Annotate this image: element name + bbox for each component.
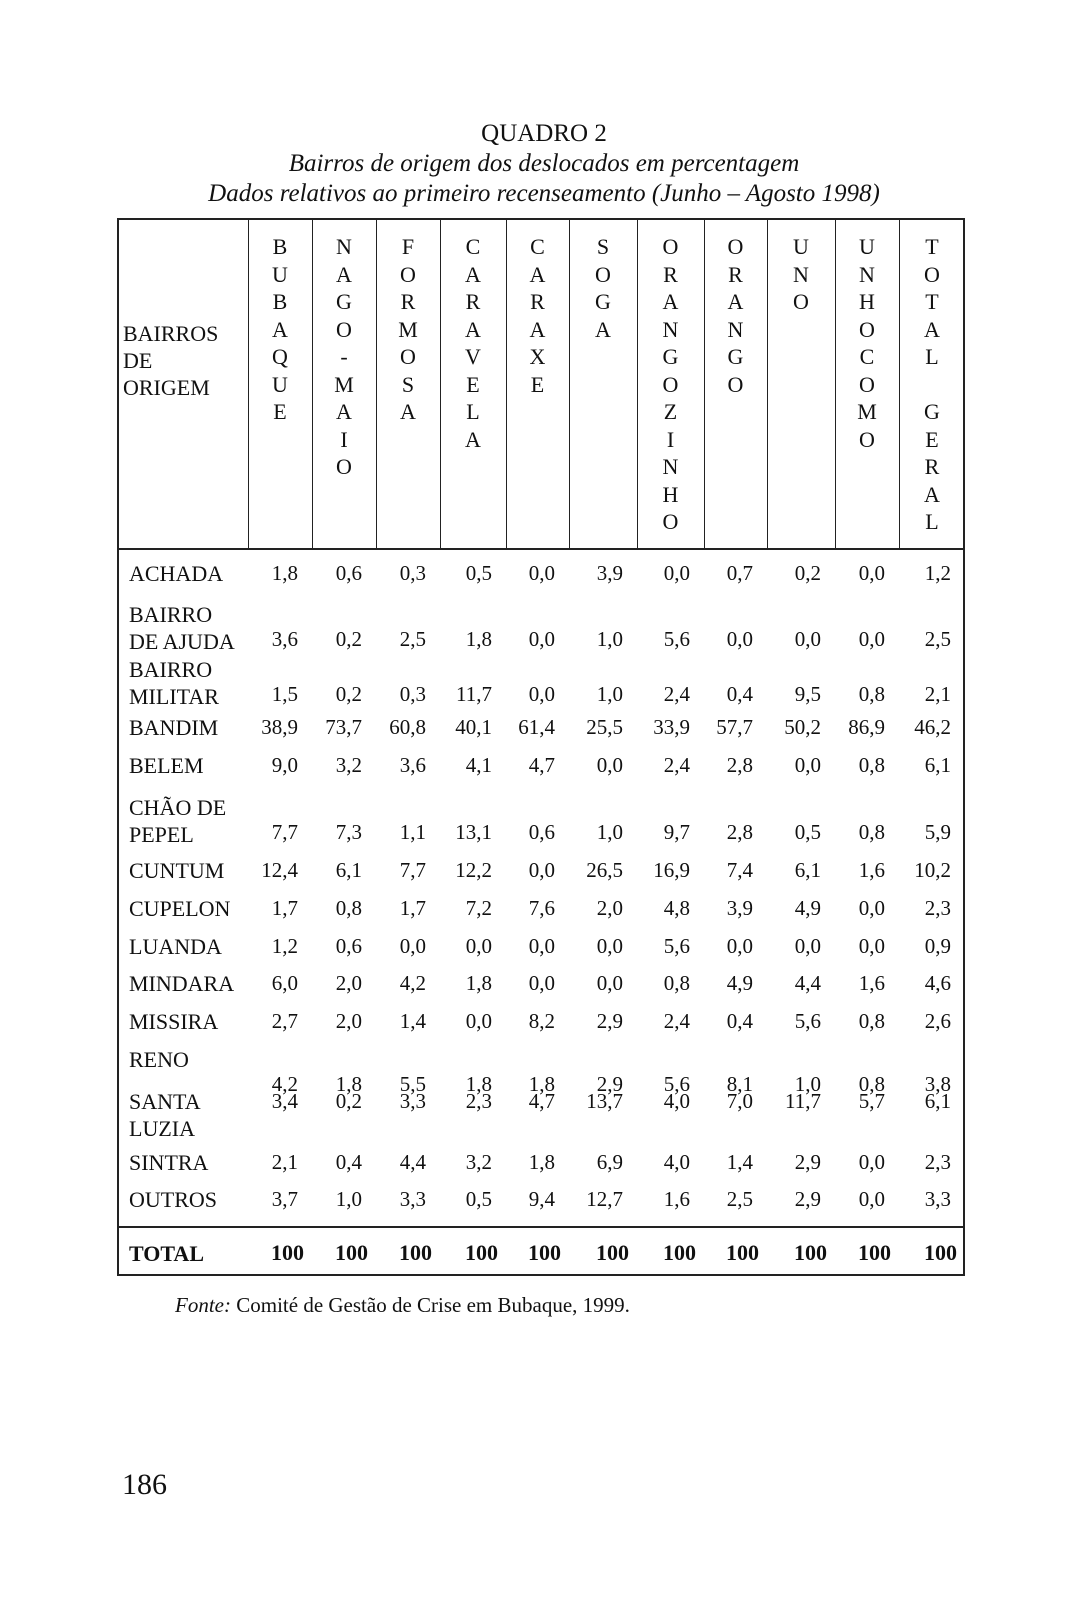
column-header: F O R M O S A (398, 234, 418, 424)
table-cell: 0,8 (858, 1072, 885, 1096)
table-cell: 0,4 (335, 1150, 362, 1174)
table-cell: 0,6 (335, 934, 362, 958)
total-cell: 100 (528, 1240, 561, 1265)
column-divider (248, 220, 249, 548)
table-cell: 1,6 (858, 858, 885, 882)
column-divider (704, 220, 705, 548)
column-header: C A R A V E L A (465, 234, 481, 452)
table-cell: 12,4 (261, 858, 298, 882)
table-cell: 2,8 (726, 820, 753, 844)
table-cell: 0,2 (335, 1089, 362, 1113)
table-cell: 4,2 (271, 1072, 298, 1096)
table-cell: 5,5 (399, 1072, 426, 1096)
table-cell: 11,7 (785, 1089, 821, 1113)
row-label: MINDARA (129, 971, 235, 996)
table-cell: 7,6 (528, 896, 555, 920)
table-cell: 2,5 (924, 627, 951, 651)
table-cell: 4,9 (726, 971, 753, 995)
table-cell: 7,7 (399, 858, 426, 882)
table-cell: 1,8 (528, 1072, 555, 1096)
row-label: SINTRA (129, 1150, 209, 1175)
table-cell: 4,0 (663, 1089, 690, 1113)
table-subtitle-2: Dados relativos ao primeiro recenseamento (Junho – Agosto 1998) (208, 180, 880, 207)
table-cell: 2,9 (794, 1150, 821, 1174)
table-cell: 2,4 (663, 753, 690, 777)
table-cell: 2,3 (465, 1089, 492, 1113)
table-cell: 50,2 (784, 715, 821, 739)
column-divider (376, 220, 377, 548)
table-cell: 0,6 (335, 561, 362, 585)
table-cell: 57,7 (716, 715, 753, 739)
header-divider (119, 548, 963, 550)
table-cell: 3,2 (335, 753, 362, 777)
row-label: RENO (129, 1047, 189, 1072)
table-cell: 40,1 (455, 715, 492, 739)
table-cell: 1,8 (465, 971, 492, 995)
table-cell: 0,8 (858, 1009, 885, 1033)
table-cell: 0,0 (399, 934, 426, 958)
table-cell: 0,0 (794, 627, 821, 651)
table-cell: 3,2 (465, 1150, 492, 1174)
table-cell: 3,3 (399, 1187, 426, 1211)
table-cell: 1,0 (596, 627, 623, 651)
table-cell: 7,4 (726, 858, 753, 882)
table-cell: 9,7 (663, 820, 690, 844)
table-cell: 2,1 (924, 682, 951, 706)
table-cell: 4,9 (794, 896, 821, 920)
source-text: Comité de Gestão de Crise em Bubaque, 1999. (230, 1293, 630, 1317)
table-cell: 26,5 (586, 858, 623, 882)
column-header: C A R A X E (529, 234, 546, 397)
total-cell: 100 (858, 1240, 891, 1265)
table-cell: 0,3 (399, 561, 426, 585)
table-cell: 3,7 (271, 1187, 298, 1211)
source-note (175, 1293, 630, 1318)
table-cell: 3,9 (596, 561, 623, 585)
table-cell: 0,9 (924, 934, 951, 958)
table-cell: 1,8 (271, 561, 298, 585)
table-cell: 0,0 (858, 561, 885, 585)
table-cell: 7,2 (465, 896, 492, 920)
table-cell: 12,2 (455, 858, 492, 882)
table-cell: 0,3 (399, 682, 426, 706)
table-cell: 5,6 (663, 934, 690, 958)
row-label: CHÃO DE PEPEL (129, 795, 227, 847)
table-cell: 1,0 (335, 1187, 362, 1211)
column-header: U N H O C O M O (857, 234, 877, 452)
table-cell: 86,9 (848, 715, 885, 739)
table-cell: 4,7 (528, 1089, 555, 1113)
column-header: S O G A (595, 234, 611, 342)
table-subtitle-1: Bairros de origem dos deslocados em percentagem (288, 150, 800, 177)
table-cell: 0,0 (794, 934, 821, 958)
table-cell: 0,6 (528, 820, 555, 844)
table-cell: 6,1 (924, 1089, 951, 1113)
table-cell: 0,5 (465, 561, 492, 585)
table-cell: 1,1 (399, 820, 426, 844)
table-cell: 8,2 (528, 1009, 555, 1033)
column-header: B U B A Q U E (272, 234, 288, 424)
column-header: O R A N G O (727, 234, 744, 397)
table-cell: 2,4 (663, 682, 690, 706)
table-cell: 4,1 (465, 753, 492, 777)
table-cell: 1,5 (271, 682, 298, 706)
table-cell: 0,0 (528, 934, 555, 958)
table-cell: 0,4 (726, 1009, 753, 1033)
table-cell: 0,0 (528, 682, 555, 706)
table-cell: 3,3 (399, 1089, 426, 1113)
row-label: BAIRRO MILITAR (129, 657, 219, 709)
table-cell: 3,6 (399, 753, 426, 777)
table-cell: 0,0 (794, 753, 821, 777)
table-cell: 0,0 (663, 561, 690, 585)
table-cell: 0,0 (528, 858, 555, 882)
table-cell: 2,7 (271, 1009, 298, 1033)
table-cell: 46,2 (914, 715, 951, 739)
table-cell: 1,8 (335, 1072, 362, 1096)
table-cell: 11,7 (456, 682, 492, 706)
table-cell: 1,2 (271, 934, 298, 958)
table-cell: 3,8 (924, 1072, 951, 1096)
table-cell: 1,8 (465, 1072, 492, 1096)
page-number: 186 (122, 1468, 167, 1501)
table-cell: 73,7 (325, 715, 362, 739)
column-header: T O T A L G E R A L (924, 234, 940, 534)
table-cell: 4,2 (399, 971, 426, 995)
table-cell: 1,8 (528, 1150, 555, 1174)
table-cell: 12,7 (586, 1187, 623, 1211)
table-cell: 2,9 (596, 1009, 623, 1033)
row-label: BANDIM (129, 715, 219, 740)
table-cell: 1,7 (399, 896, 426, 920)
table-cell: 2,0 (335, 1009, 362, 1033)
table-cell: 1,0 (596, 682, 623, 706)
table-cell: 9,5 (794, 682, 821, 706)
table-cell: 6,9 (596, 1150, 623, 1174)
row-label: ACHADA (129, 561, 224, 586)
data-table (117, 218, 965, 1276)
table-cell: 4,4 (399, 1150, 426, 1174)
table-cell: 2,4 (663, 1009, 690, 1033)
table-cell: 0,8 (858, 682, 885, 706)
table-cell: 1,6 (858, 971, 885, 995)
table-cell: 1,4 (726, 1150, 753, 1174)
table-cell: 38,9 (261, 715, 298, 739)
table-cell: 1,8 (465, 627, 492, 651)
table-cell: 5,6 (794, 1009, 821, 1033)
table-title: QUADRO 2 (481, 120, 607, 147)
table-cell: 2,3 (924, 896, 951, 920)
row-label: MISSIRA (129, 1009, 219, 1034)
table-cell: 0,0 (858, 896, 885, 920)
column-divider (569, 220, 570, 548)
table-cell: 4,8 (663, 896, 690, 920)
table-cell: 0,0 (528, 971, 555, 995)
table-cell: 2,1 (271, 1150, 298, 1174)
table-cell: 5,6 (663, 1072, 690, 1096)
table-cell: 3,4 (271, 1089, 298, 1113)
table-cell: 8,1 (726, 1072, 753, 1096)
table-cell: 0,5 (794, 820, 821, 844)
table-cell: 1,0 (794, 1072, 821, 1096)
column-divider (835, 220, 836, 548)
table-cell: 13,7 (586, 1089, 623, 1113)
table-cell: 2,0 (596, 896, 623, 920)
table-cell: 0,0 (596, 971, 623, 995)
column-header: U N O (793, 234, 809, 314)
table-cell: 4,6 (924, 971, 951, 995)
table-cell: 3,3 (924, 1187, 951, 1211)
table-cell: 9,0 (271, 753, 298, 777)
row-label: LUANDA (129, 934, 222, 959)
column-divider (899, 220, 900, 548)
table-cell: 9,4 (528, 1187, 555, 1211)
total-divider (119, 1226, 963, 1228)
table-cell: 0,0 (465, 1009, 492, 1033)
table-cell: 7,3 (335, 820, 362, 844)
table-cell: 16,9 (653, 858, 690, 882)
table-cell: 0,4 (726, 682, 753, 706)
table-cell: 10,2 (914, 858, 951, 882)
table-cell: 2,9 (794, 1187, 821, 1211)
table-cell: 5,6 (663, 627, 690, 651)
table-cell: 2,5 (399, 627, 426, 651)
table-cell: 1,0 (596, 820, 623, 844)
table-cell: 0,2 (335, 682, 362, 706)
row-label: OUTROS (129, 1187, 218, 1212)
table-cell: 4,4 (794, 971, 821, 995)
table-cell: 4,0 (663, 1150, 690, 1174)
table-cell: 60,8 (389, 715, 426, 739)
table-cell: 25,5 (586, 715, 623, 739)
table-cell: 0,8 (335, 896, 362, 920)
total-cell: 100 (335, 1240, 368, 1265)
table-cell: 5,9 (924, 820, 951, 844)
table-cell: 0,0 (465, 934, 492, 958)
row-label: BAIRRO DE AJUDA (129, 602, 235, 654)
table-cell: 0,8 (858, 753, 885, 777)
table-cell: 6,1 (794, 858, 821, 882)
table-cell: 0,0 (596, 753, 623, 777)
total-cell: 100 (663, 1240, 696, 1265)
table-cell: 0,0 (858, 627, 885, 651)
table-cell: 1,2 (924, 561, 951, 585)
total-cell: 100 (399, 1240, 432, 1265)
column-divider (767, 220, 768, 548)
column-divider (312, 220, 313, 548)
table-cell: 0,2 (794, 561, 821, 585)
table-cell: 0,0 (858, 1187, 885, 1211)
origin-column-header: BAIRROS DE ORIGEM (123, 321, 219, 400)
table-cell: 4,7 (528, 753, 555, 777)
table-cell: 0,0 (726, 934, 753, 958)
table-cell: 0,0 (858, 934, 885, 958)
table-cell: 3,6 (271, 627, 298, 651)
table-cell: 0,8 (663, 971, 690, 995)
table-cell: 2,5 (726, 1187, 753, 1211)
table-cell: 1,4 (399, 1009, 426, 1033)
table-cell: 0,0 (596, 934, 623, 958)
total-cell: 100 (726, 1240, 759, 1265)
total-cell: 100 (794, 1240, 827, 1265)
table-cell: 0,2 (335, 627, 362, 651)
total-cell: 100 (924, 1240, 957, 1265)
total-cell: 100 (596, 1240, 629, 1265)
table-cell: 7,7 (271, 820, 298, 844)
column-header: N A G O - M A I O (334, 234, 354, 479)
table-cell: 2,9 (596, 1072, 623, 1096)
table-cell: 0,0 (858, 1150, 885, 1174)
column-header: O R A N G O Z I N H O (662, 234, 679, 534)
column-divider (637, 220, 638, 548)
row-label: BELEM (129, 753, 204, 778)
table-cell: 6,1 (335, 858, 362, 882)
table-cell: 5,7 (858, 1089, 885, 1113)
table-cell: 33,9 (653, 715, 690, 739)
table-cell: 61,4 (518, 715, 555, 739)
table-cell: 2,0 (335, 971, 362, 995)
table-cell: 7,0 (726, 1089, 753, 1113)
column-divider (506, 220, 507, 548)
table-cell: 1,6 (663, 1187, 690, 1211)
source-label: Fonte: (175, 1293, 231, 1317)
column-divider (440, 220, 441, 548)
total-cell: 100 (465, 1240, 498, 1265)
table-cell: 0,0 (528, 561, 555, 585)
table-cell: 1,7 (271, 896, 298, 920)
table-cell: 0,5 (465, 1187, 492, 1211)
row-label: CUNTUM (129, 858, 225, 883)
total-row-label: TOTAL (129, 1241, 204, 1266)
total-cell: 100 (271, 1240, 304, 1265)
table-cell: 6,1 (924, 753, 951, 777)
table-cell: 2,6 (924, 1009, 951, 1033)
table-cell: 0,0 (528, 627, 555, 651)
table-cell: 0,7 (726, 561, 753, 585)
table-cell: 2,3 (924, 1150, 951, 1174)
row-label: CUPELON (129, 896, 231, 921)
table-cell: 13,1 (455, 820, 492, 844)
row-label: SANTA LUZIA (129, 1089, 201, 1141)
table-cell: 0,8 (858, 820, 885, 844)
table-cell: 2,8 (726, 753, 753, 777)
table-cell: 6,0 (271, 971, 298, 995)
table-cell: 0,0 (726, 627, 753, 651)
table-cell: 3,9 (726, 896, 753, 920)
